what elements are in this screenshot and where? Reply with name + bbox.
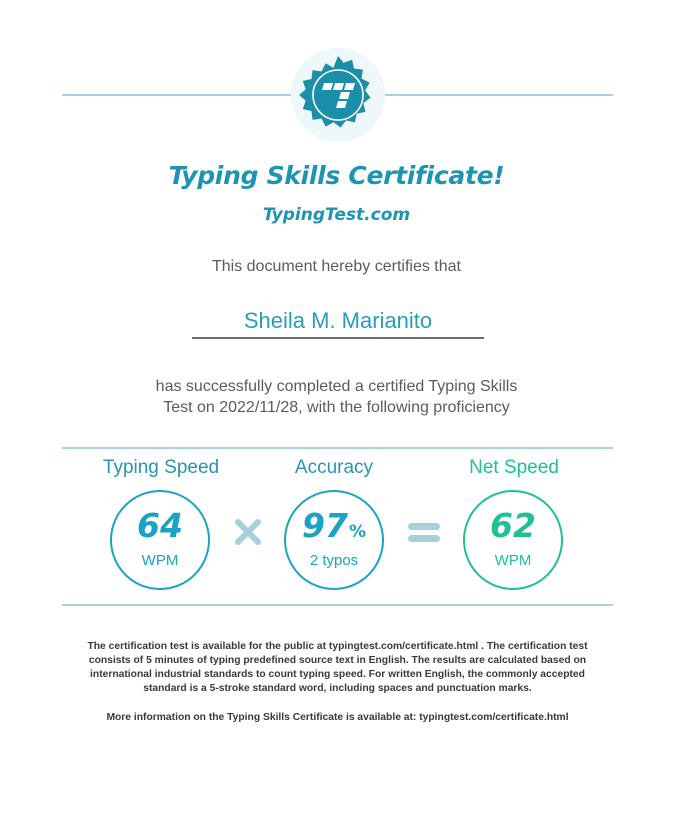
net-speed-unit: WPM — [494, 552, 532, 569]
accuracy-circle — [284, 490, 384, 590]
footer-line-2: consists of 5 minutes of typing predefined source text in English. The results are calculated based on — [88, 655, 587, 666]
typing-speed-value: 64 — [137, 506, 183, 545]
accuracy-value-wrap — [286, 508, 382, 550]
equals-icon — [407, 522, 441, 549]
accuracy-label: Accuracy — [294, 457, 374, 478]
accuracy-value: 97 — [302, 506, 348, 545]
footer-line-4: standard is a 5-stroke standard word, including spaces and punctuation marks. — [143, 683, 532, 694]
certification-info — [60, 640, 615, 696]
typing-speed-unit: WPM — [141, 552, 179, 569]
more-info-text: More information on the Typing Skills Certificate is available at: typingtest.com/certificate.html — [106, 712, 569, 723]
typing-speed-label: Typing Speed — [102, 457, 220, 478]
typo-count: 2 typos — [309, 552, 359, 569]
accuracy-percent: % — [348, 522, 366, 542]
certificate-title: Typing Skills Certificate! — [168, 161, 505, 190]
header-rule-right — [385, 94, 613, 96]
completion-line-2: Test on 2022/11/28, with the following proficiency — [163, 399, 510, 416]
footer-line-1: The certification test is available for the public at typingtest.com/certificate.html . The certification test — [87, 641, 588, 652]
completion-statement — [0, 376, 673, 418]
results-rule-bottom — [62, 604, 613, 606]
typing-speed-circle — [110, 490, 210, 590]
results-rule-top — [62, 447, 613, 449]
header-rule-left — [62, 94, 292, 96]
typingtest-logo — [290, 47, 386, 143]
net-speed-value: 62 — [490, 506, 536, 545]
badge-logo-icon — [290, 47, 386, 143]
site-name: TypingTest.com — [262, 205, 411, 225]
recipient-name: Sheila M. Marianito — [243, 308, 433, 333]
certifies-text: This document hereby certifies that — [211, 258, 461, 275]
net-speed-label: Net Speed — [469, 457, 559, 478]
completion-line-1: has successfully completed a certified Typing Skills — [155, 378, 518, 395]
multiply-icon — [234, 518, 262, 551]
name-underline — [192, 337, 484, 339]
net-speed-circle — [463, 490, 563, 590]
footer-line-3: international industrial standards to count typing speed. For written English, the commonly accepted — [90, 669, 585, 680]
